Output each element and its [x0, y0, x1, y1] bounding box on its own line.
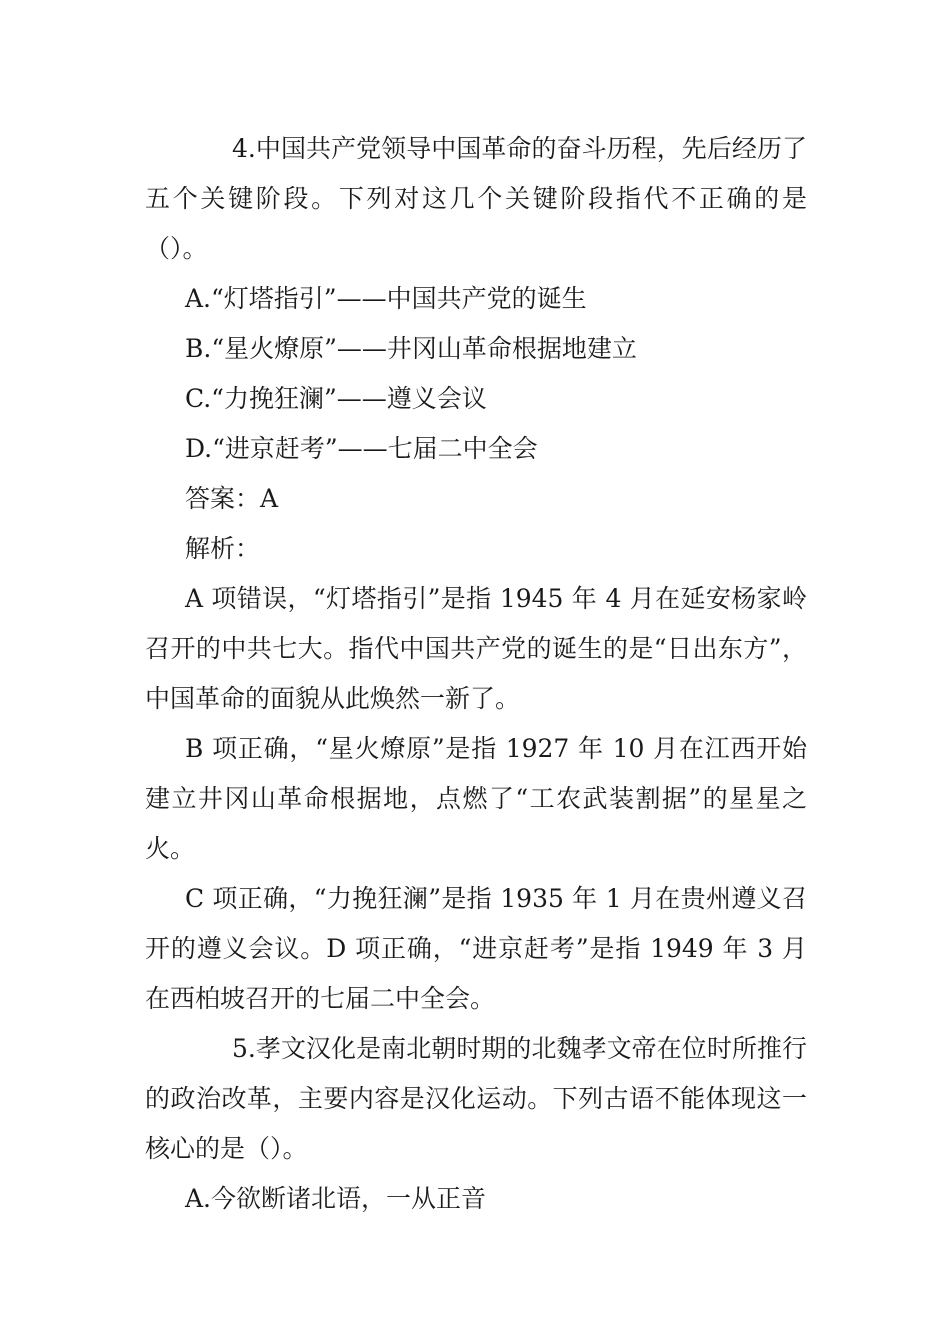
question-4-option-d: D.“进京赶考”——七届二中全会: [185, 434, 538, 463]
question-4-option-a: A.“灯塔指引”——中国共产党的诞生: [185, 284, 587, 313]
question-4-analysis-a: A 项错误，“灯塔指引”是指 1945 年 4 月在延安杨家岭召开的中共七大。指代中国共产党的诞生的是“日出东方”，中国革命的面貌从此焕然一新了。: [145, 584, 807, 713]
question-5-stem: 5.孝文汉化是南北朝时期的北魏孝文帝在位时所推行的政治改革，主要内容是汉化运动。下列古语不能体现这一核心的是（）。: [145, 1034, 807, 1163]
question-4-stem: 4.中国共产党领导中国革命的奋斗历程，先后经历了五个关键阶段。下列对这几个关键阶段指代不正确的是（）。: [145, 134, 807, 263]
question-4-answer: 答案：A: [185, 484, 279, 513]
question-4-option-c: C.“力挽狂澜”——遵义会议: [185, 384, 487, 413]
document-page: [145, 124, 807, 1224]
question-4-analysis-cd: C 项正确，“力挽狂澜”是指 1935 年 1 月在贵州遵义召开的遵义会议。D 项正确，“进京赶考”是指 1949 年 3 月在西柏坡召开的七届二中全会。: [145, 884, 807, 1013]
question-4-analysis-b: B 项正确，“星火燎原”是指 1927 年 10 月在江西开始建立井冈山革命根据地，点燃了“工农武装割据”的星星之火。: [145, 734, 807, 863]
question-5-option-a: A.今欲断诸北语，一从正音: [185, 1184, 487, 1213]
question-4-option-b: B.“星火燎原”——井冈山革命根据地建立: [185, 334, 637, 363]
question-4-analysis-label: 解析：: [185, 534, 261, 563]
